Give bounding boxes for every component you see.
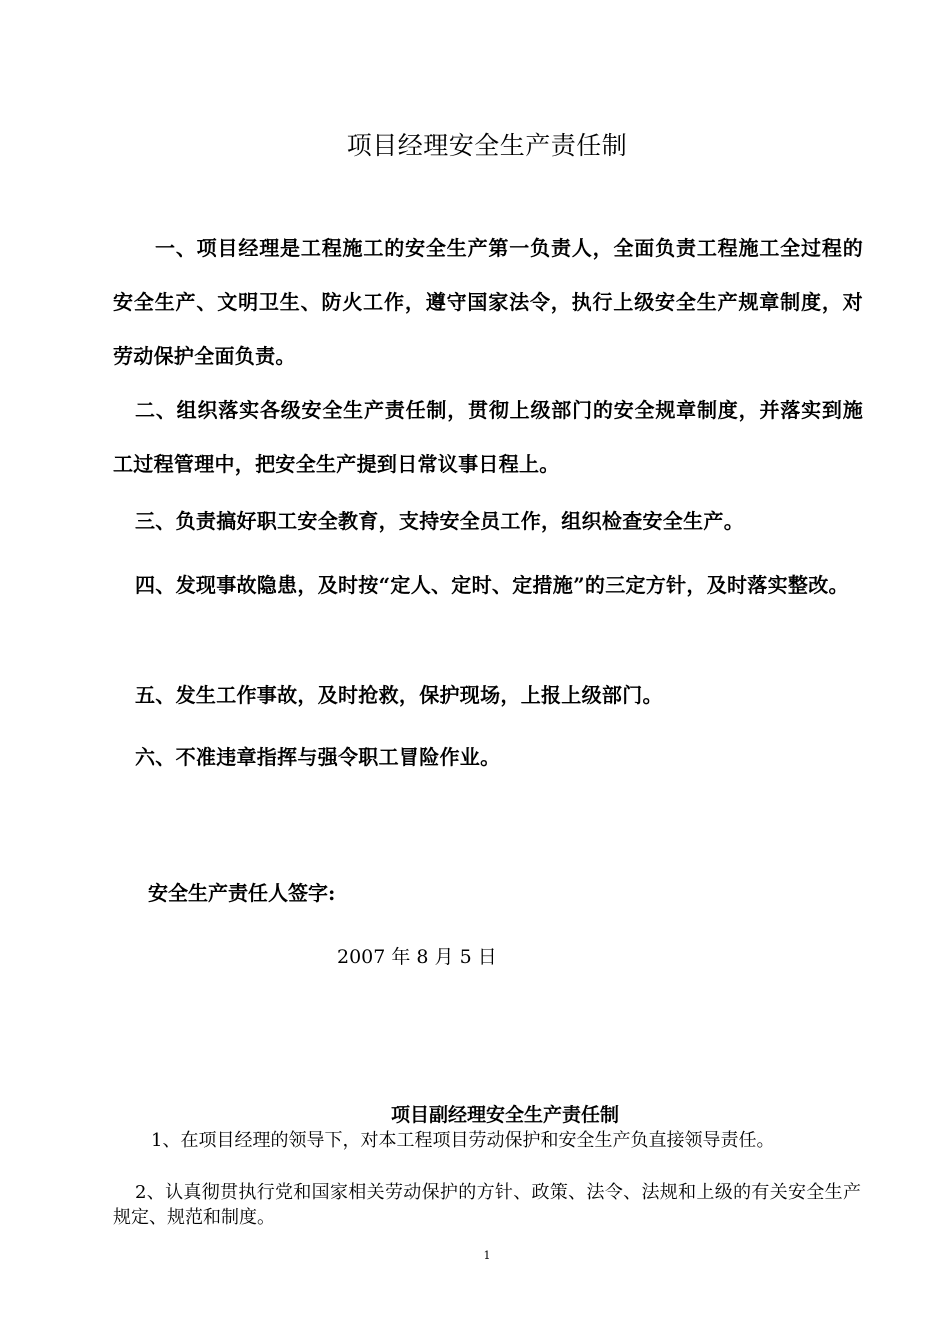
section-clause-2: 2、认真彻贯执行党和国家相关劳动保护的方针、政策、法令、法规和上级的有关安全生产规定、规范和制度。 — [113, 1182, 861, 1228]
section-title: 项目副经理安全生产责任制 — [390, 1104, 619, 1126]
signature-label: 安全生产责任人签字: — [148, 881, 336, 905]
clause-3: 三、负责搞好职工安全教育，支持安全员工作，组织检查安全生产。 — [135, 509, 744, 533]
section-clause-1: 1、在项目经理的领导下，对本工程项目劳动保护和安全生产负直接领导责任。 — [151, 1130, 775, 1151]
clause-5: 五、发生工作事故，及时抢救，保护现场，上报上级部门。 — [135, 683, 663, 707]
clause-1: 一、项目经理是工程施工的安全生产第一负责人，全面负责工程施工全过程的安全生产、文明卫生、防火工作，遵守国家法令，执行上级安全生产规章制度，对劳动保护全面负责。 — [113, 236, 863, 368]
clause-6: 六、不准违章指挥与强令职工冒险作业。 — [135, 745, 501, 769]
page-number: 1 — [483, 1249, 491, 1262]
clause-4: 四、发现事故隐患，及时按“定人、定时、定措施”的三定方针，及时落实整改。 — [135, 573, 849, 597]
document-title: 项目经理安全生产责任制 — [346, 131, 628, 160]
clause-2: 二、组织落实各级安全生产责任制，贯彻上级部门的安全规章制度，并落实到施工过程管理中，把安全生产提到日常议事日程上。 — [113, 398, 863, 476]
signature-date: 2007 年 8 月 5 日 — [337, 946, 497, 968]
